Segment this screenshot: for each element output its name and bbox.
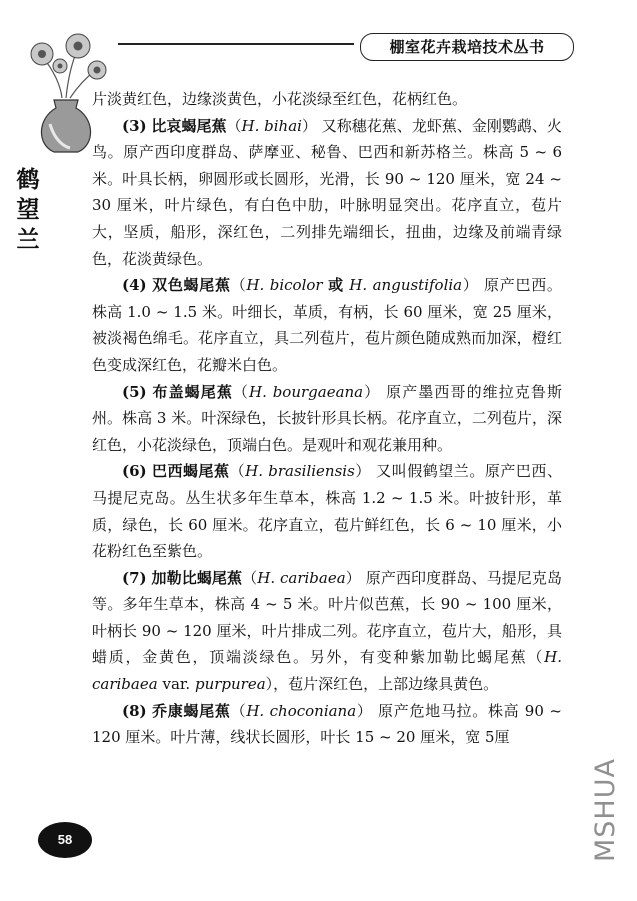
species-name: 巴西蝎尾蕉 <box>151 462 230 481</box>
paren-open: （ <box>229 462 246 481</box>
paren-close: ） <box>354 462 371 481</box>
entry-description: 原产墨西哥的维拉克鲁斯州。株高 3 米。叶深绿色，长披针形具长柄。花序直立，二列苞片，深红色，小花淡绿色，顶端白色。是观叶和观花兼用种。 <box>92 382 562 454</box>
latin-name: H. bourgaeana <box>249 382 364 401</box>
species-name: 布盖蝎尾蕉 <box>152 382 233 401</box>
latin-name: H. caribaea <box>257 568 346 587</box>
page-number-badge: 58 <box>38 822 92 858</box>
paren-close: ） <box>363 382 381 401</box>
entry-number: (6) <box>122 462 147 481</box>
species-entry <box>92 565 562 698</box>
paren-open: （ <box>230 701 247 720</box>
species-name: 比哀蝎尾蕉 <box>151 116 227 135</box>
chapter-title-char: 望 <box>16 197 40 223</box>
series-title: 棚室花卉栽培技术丛书 <box>360 33 574 61</box>
species-entry <box>92 113 562 273</box>
entry-description: 又叫假鹤望兰。原产巴西、马提尼克岛。丛生状多年生草本，株高 1.2 ~ 1.5 米。叶披针形，革质，绿色，长 60 厘米。花序直立，苞片鲜红色，长 6 ~ 10 厘米，小花粉红色至紫色。 <box>92 462 562 561</box>
chapter-title-char: 兰 <box>16 227 40 253</box>
entry-description-tail: ），苞片深红色，上部边缘具黄色。 <box>265 675 499 694</box>
latin-name: H. choconiana <box>246 701 357 720</box>
species-name: 双色蝎尾蕉 <box>152 276 231 295</box>
paren-open: （ <box>232 382 249 401</box>
latin-name-alt: H. angustifolia <box>349 276 463 295</box>
variety-marker: var. <box>162 675 191 694</box>
variety-latin-name: H. caribaea <box>92 648 562 694</box>
species-name: 加勒比蝎尾蕉 <box>151 568 243 587</box>
continuation-paragraph: 片淡黄红色，边缘淡黄色，小花淡绿至红色，花柄红色。 <box>92 90 468 108</box>
species-entry <box>92 272 562 378</box>
entry-description: 又称穗花蕉、龙虾蕉、金刚鹦鹉、火鸟。原产西印度群岛、萨摩亚、秘鲁、巴西和新苏格兰。株高 5 ~ 6 米。叶具长柄，卵圆形或长圆形，光滑，长 90 ~ 120 厘米，宽 24 ~ 30 厘米，叶片绿色，有白色中肋，叶脉明显突出。花序直立，苞片大，坚质，船形，深红色，二列排先端细长，扭曲，边缘及前端青绿色，花淡黄绿色。 <box>92 116 562 268</box>
paren-close: ） <box>301 116 317 135</box>
species-name: 乔康蝎尾蕉 <box>152 701 231 720</box>
species-entry <box>92 698 562 751</box>
entry-description: 原产危地马拉。株高 90 ~ 120 厘米。叶片薄，线状长圆形，叶长 15 ~ 20 厘米，宽 5厘 <box>92 701 562 747</box>
entry-number: (3) <box>122 116 147 135</box>
paren-close: ） <box>462 276 479 295</box>
paren-close: ） <box>356 701 373 720</box>
latin-name: H. brasiliensis <box>245 462 355 481</box>
conjunction: 或 <box>328 276 344 295</box>
chapter-title <box>14 165 42 255</box>
body-text <box>92 86 562 751</box>
watermark: MSHUA <box>590 758 621 862</box>
latin-name: H. bihai <box>241 116 302 135</box>
variety-epithet: purpurea <box>194 675 266 694</box>
entry-number: (7) <box>122 568 147 587</box>
paren-close: ） <box>345 568 361 587</box>
entry-number: (4) <box>122 276 147 295</box>
species-entry <box>92 379 562 459</box>
species-entry <box>92 458 562 564</box>
paren-open: （ <box>230 276 247 295</box>
entry-number: (5) <box>122 382 147 401</box>
entry-description: 原产西印度群岛、马提尼克岛等。多年生草本，株高 4 ~ 5 米。叶片似芭蕉，长 90 ~ 100 厘米，叶柄长 90 ~ 120 厘米，叶片排成二列。花序直立，苞片大，船形，具蜡质，金黄色，顶端淡绿色。另外，有变种紫加勒比蝎尾蕉（ <box>92 568 562 667</box>
latin-name: H. bicolor <box>246 276 323 295</box>
entry-number: (8) <box>122 701 147 720</box>
paren-open: （ <box>242 568 258 587</box>
paren-open: （ <box>226 116 242 135</box>
header-rule <box>118 43 354 45</box>
chapter-title-char: 鹤 <box>16 167 40 193</box>
entry-description: 原产巴西。株高 1.0 ~ 1.5 米。叶细长，革质，有柄，长 60 厘米，宽 25 厘米，被淡褐色绵毛。花序直立，具二列苞片，苞片颜色随成熟而加深，橙红色变成深红色，花瓣米白色。 <box>92 276 562 374</box>
